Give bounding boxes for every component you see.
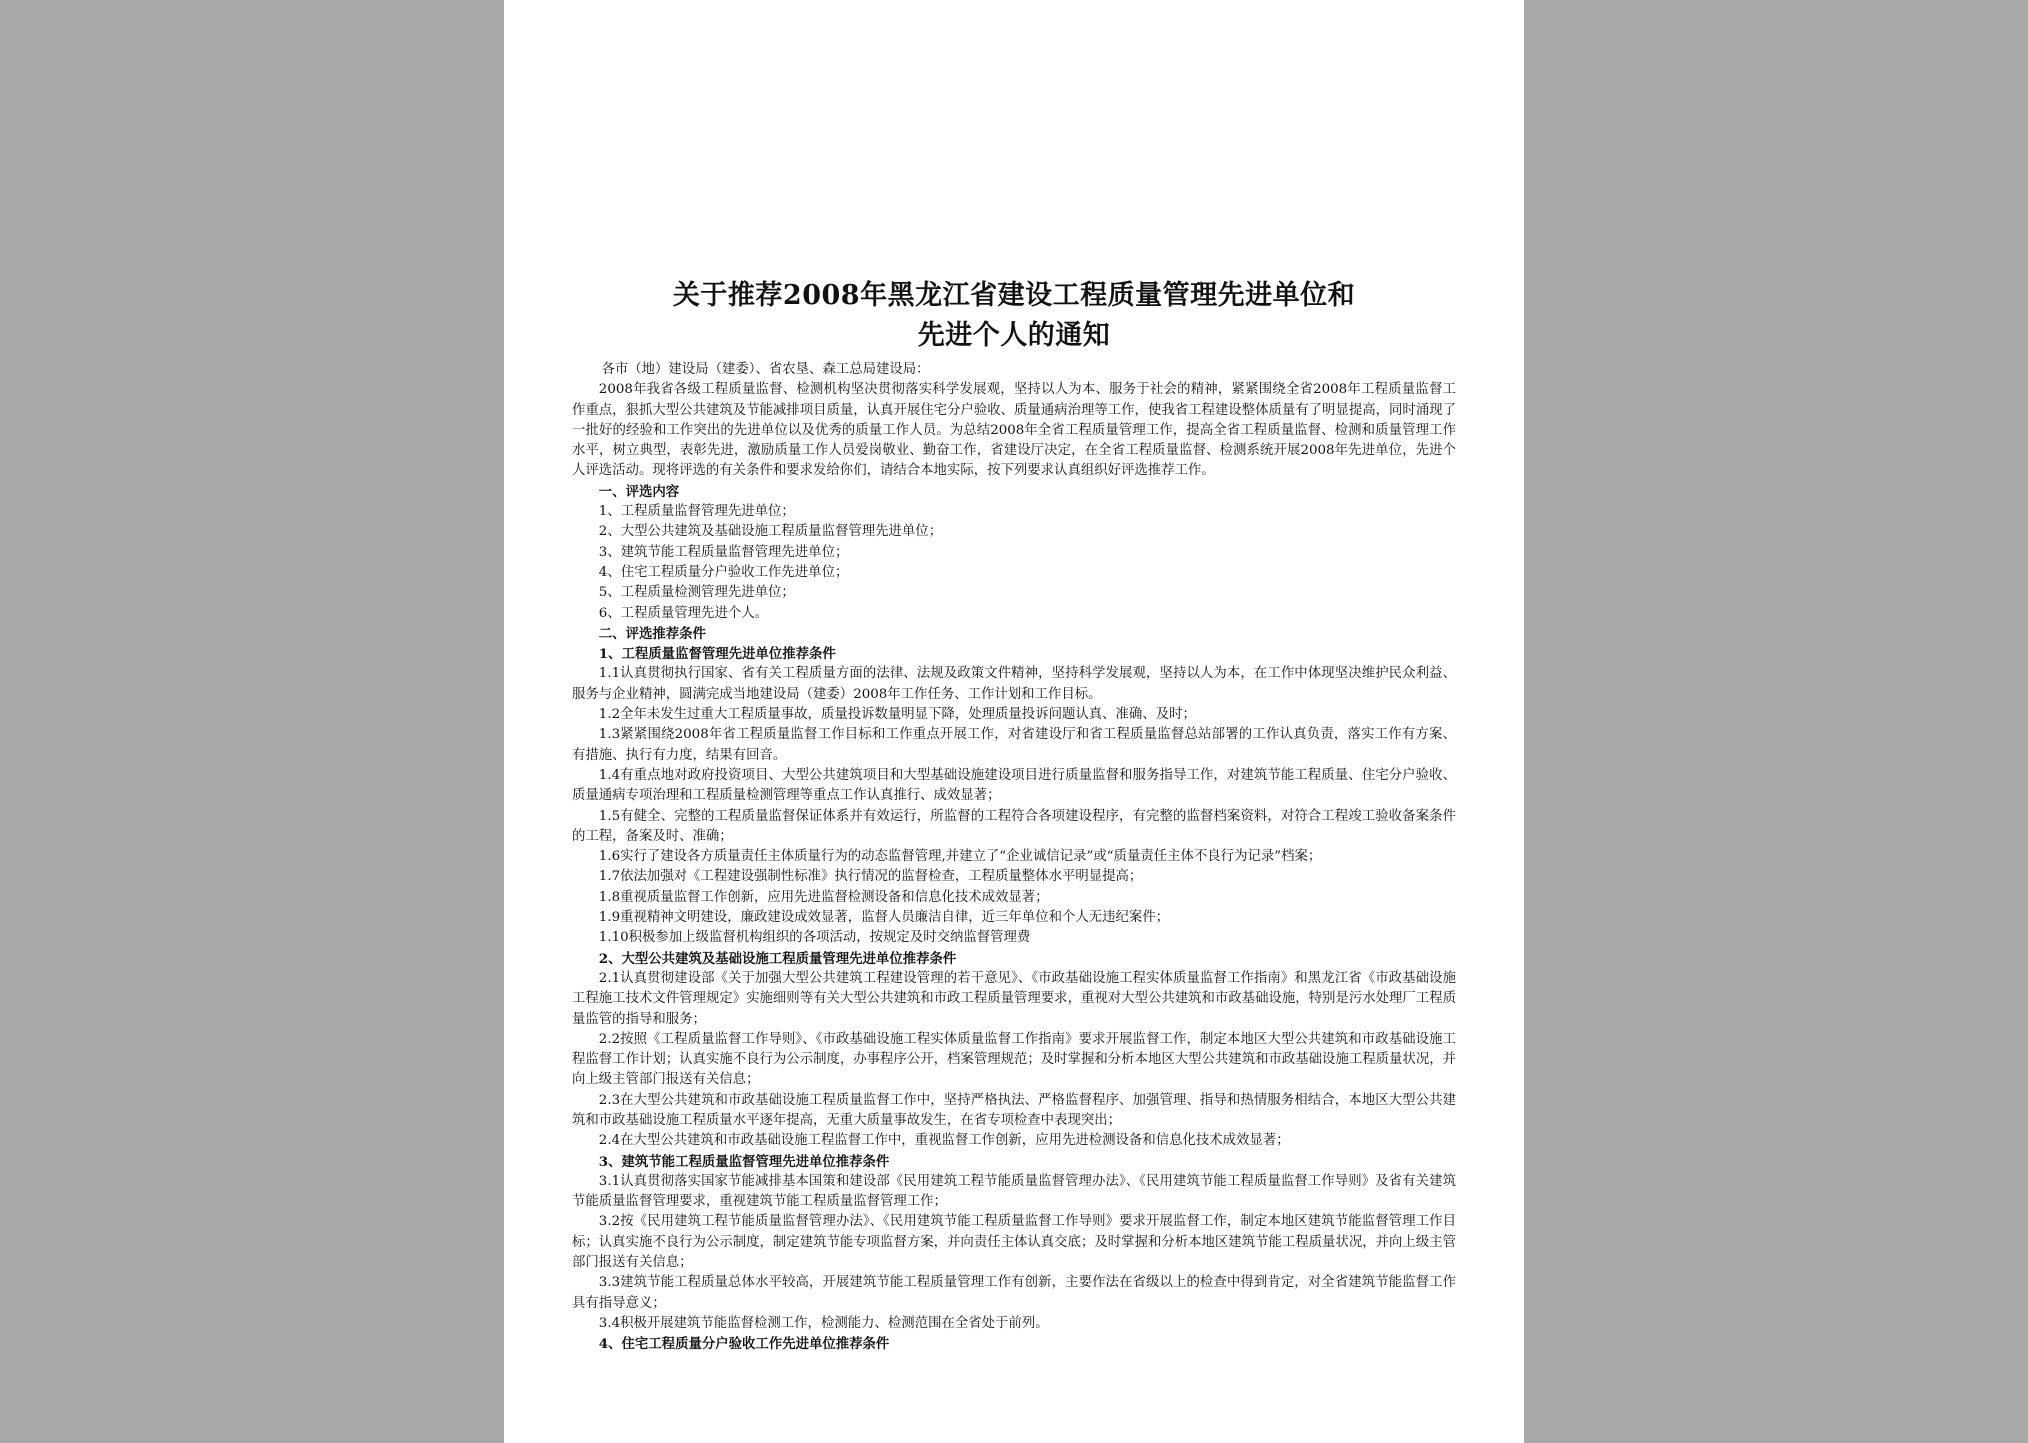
paragraph: 1.4有重点地对政府投资项目、大型公共建筑项目和大型基础设施建设项目进行质量监督和服务指导工作，对建筑节能工程质量、住宅分户验收、质量通病专项治理和工程质量检测管理等重点工作认真推行、成效显著；	[572, 767, 1456, 804]
title-line-2: 先进个人的通知	[917, 320, 1111, 351]
subsection-heading-2: 2、大型公共建筑及基础设施工程质量管理先进单位推荐条件	[598, 950, 957, 967]
list-item: 2、大型公共建筑及基础设施工程质量监督管理先进单位；	[598, 524, 943, 540]
paragraph: 2.2按照《工程质量监督工作导则》、《市政基础设施工程实体质量监督工作指南》要求开展监督工作，制定本地区大型公共建筑和市政基础设施工程监督工作计划；认真实施不良行为公示制度，办事程序公开，档案管理规范；及时掌握和分析本地区大型公共建筑和市政基础设施工程质量状况，并向上级主管部门报送有关信息；	[572, 1031, 1456, 1088]
paragraph: 1.2全年未发生过重大工程质量事故，质量投诉数量明显下降，处理质量投诉问题认真、准确、及时；	[598, 707, 1196, 723]
list-item: 1、工程质量监督管理先进单位；	[598, 504, 795, 520]
section-heading-2: 二、评选推荐条件	[598, 625, 706, 642]
paragraph: 2.3在大型公共建筑和市政基础设施工程质量监督工作中，坚持严格执法、严格监督程序、加强管理、指导和热情服务相结合，本地区大型公共建筑和市政基础设施工程质量水平逐年提高，无重大质量事故发生，在省专项检查中表现突出；	[572, 1092, 1456, 1128]
paragraph: 1.7依法加强对《工程建设强制性标准》执行情况的监督检查，工程质量整体水平明显提高；	[598, 869, 1143, 885]
paragraph: 1.5有健全、完整的工程质量监督保证体系并有效运行，所监督的工程符合各项建设程序，有完整的监督档案资料，对符合工程竣工验收备案条件的工程，备案及时、准确；	[572, 808, 1456, 844]
subsection-heading-3: 3、建筑节能工程质量监督管理先进单位推荐条件	[598, 1153, 890, 1170]
paragraph: 2.1认真贯彻建设部《关于加强大型公共建筑工程建设管理的若干意见》、《市政基础设施工程实体质量监督工作指南》和黑龙江省《市政基础设施工程施工技术文件管理规定》实施细则等有关大型公共建筑和市政工程质量管理要求，重视对大型公共建筑和市政基础设施，特别是污水处理厂工程质量监管的指导和服务；	[572, 970, 1456, 1027]
paragraph: 1.10积极参加上级监督机构组织的各项活动，按规定及时交纳监督管理费	[598, 930, 1031, 946]
paragraph: 1.8重视质量监督工作创新，应用先进监督检测设备和信息化技术成效显著；	[598, 889, 1049, 905]
document-page	[504, 0, 1524, 1443]
paragraph: 1.6实行了建设各方质量责任主体质量行为的动态监督管理,并建立了“企业诚信记录”或“质量责任主体不良行为记录”档案；	[598, 849, 1322, 865]
subsection-heading-4: 4、住宅工程质量分户验收工作先进单位推荐条件	[598, 1336, 890, 1353]
title-line-1: 关于推荐2008年黑龙江省建设工程质量管理先进单位和	[672, 280, 1356, 311]
document-body	[572, 360, 1456, 1355]
list-item: 5、工程质量检测管理先进单位；	[598, 585, 795, 601]
list-item: 6、工程质量管理先进个人。	[598, 605, 769, 621]
list-item: 3、建筑节能工程质量监督管理先进单位；	[598, 544, 849, 560]
document-title	[572, 276, 1456, 356]
paragraph: 1.9重视精神文明建设，廉政建设成效显著，监督人员廉洁自律，近三年单位和个人无违纪案件；	[598, 910, 1170, 926]
paragraph: 2.4在大型公共建筑和市政基础设施工程监督工作中，重视监督工作创新，应用先进检测设备和信息化技术成效显著；	[598, 1133, 1290, 1149]
intro-paragraph: 2008年我省各级工程质量监督、检测机构坚决贯彻落实科学发展观，坚持以人为本、服务于社会的精神，紧紧围绕全省2008年工程质量监督工作重点，狠抓大型公共建筑及节能减排项目质量，认真开展住宅分户验收、质量通病治理等工作，使我省工程建设整体质量有了明显提高，同时涌现了一批好的经验和工作突出的先进单位以及优秀的质量工作人员。为总结2008年全省工程质量管理工作，提高全省工程质量监督、检测和质量管理工作水平，树立典型，表彰先进，激励质量工作人员爱岗敬业、勤奋工作，省建设厅决定，在全省工程质量监督、检测系统开展2008年先进单位，先进个人评选活动。现将评选的有关条件和要求发给你们，请结合本地实际，按下列要求认真组织好评选推荐工作。	[572, 382, 1456, 479]
paragraph: 3.3建筑节能工程质量总体水平较高，开展建筑节能工程质量管理工作有创新，主要作法在省级以上的检查中得到肯定，对全省建筑节能监督工作具有指导意义；	[572, 1275, 1456, 1311]
paragraph: 1.1认真贯彻执行国家、省有关工程质量方面的法律、法规及政策文件精神，坚持科学发展观，坚持以人为本，在工作中体现坚决维护民众利益、服务与企业精神，圆满完成当地建设局（建委）2008年工作任务、工作计划和工作目标。	[572, 666, 1456, 702]
subsection-heading-1: 1、工程质量监督管理先进单位推荐条件	[598, 646, 836, 663]
section-heading-1: 一、评选内容	[598, 483, 680, 500]
list-item: 4、住宅工程质量分户验收工作先进单位；	[598, 564, 849, 580]
paragraph: 3.1认真贯彻落实国家节能减排基本国策和建设部《民用建筑工程节能质量监督管理办法》、《民用建筑节能工程质量监督工作导则》及省有关建筑节能质量监督管理要求，重视建筑节能工程质量监督管理工作；	[572, 1173, 1456, 1210]
paragraph: 3.4积极开展建筑节能监督检测工作，检测能力、检测范围在全省处于前列。	[598, 1315, 1049, 1331]
paragraph: 3.2按《民用建筑工程节能质量监督管理办法》、《民用建筑节能工程质量监督工作导则》要求开展监督工作，制定本地区建筑节能监督管理工作目标；认真实施不良行为公示制度，制定建筑节能专项监督方案，并向责任主体认真交底；及时掌握和分析本地区建筑节能工程质量状况，并向上级主管部门报送有关信息；	[572, 1214, 1456, 1271]
paragraph: 1.3紧紧围绕2008年省工程质量监督工作目标和工作重点开展工作，对省建设厅和省工程质量监督总站部署的工作认真负责，落实工作有方案、有措施、执行有力度，结果有回音。	[572, 727, 1456, 763]
salutation: 各市（地）建设局（建委）、省农垦、森工总局建设局：	[601, 362, 930, 377]
